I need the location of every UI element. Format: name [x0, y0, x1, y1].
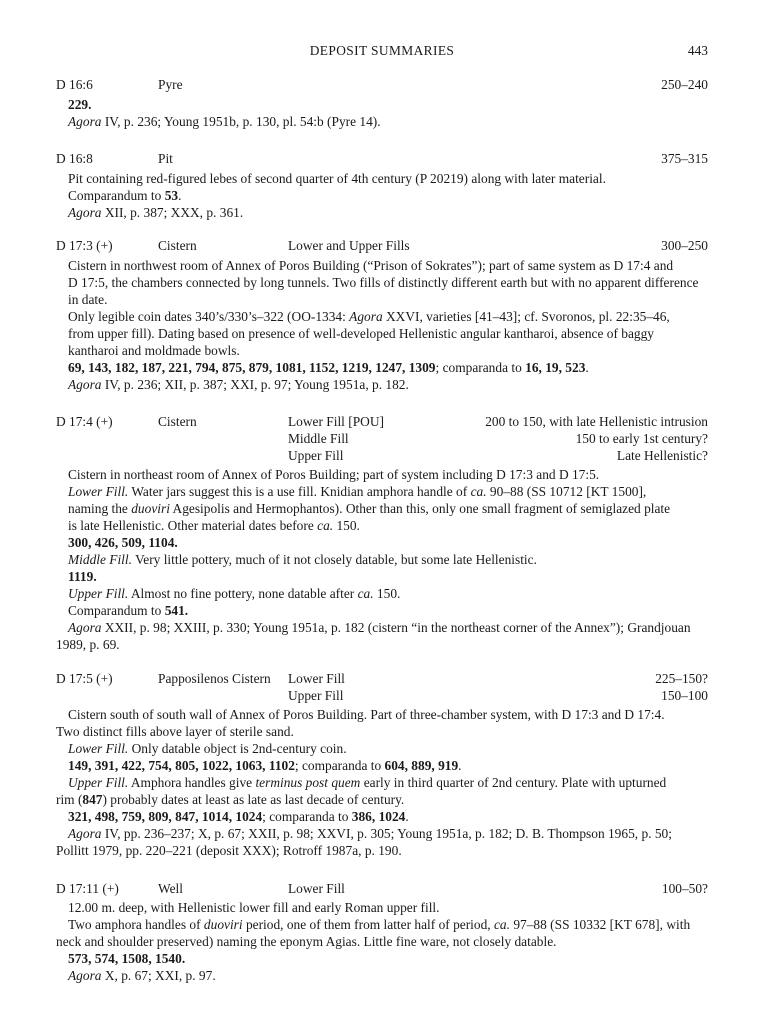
deposit-date: 225–150? [655, 671, 708, 686]
fill-date: Late Hellenistic? [616, 448, 708, 463]
fill-name: Lower Fill [288, 671, 345, 686]
coin-dating: Only legible coin dates 340’s/330’s–322 (OO-1334: Agora XXVI, varieties [41–43]; cf. Svoronos, pl. 22:35–46, from upper fill). Dating based on presence of well-developed Hellenistic angular kantharoi, absence of baggy kantharoi and moldmade bowls. [68, 309, 670, 358]
deposit-id: D 16:6 [56, 77, 93, 92]
catalogue-numbers: 69, 143, 182, 187, 221, 794, 875, 879, 1081, 1152, 1219, 1247, 1309; comparanda to 16, 19, 523. [68, 360, 589, 375]
fill-name: Upper Fill [288, 448, 344, 463]
description: Cistern south of south wall of Annex of Poros Building. Part of three-chamber system, with D 17:3 and D 17:4. Two distinct fills above layer of sterile sand. [56, 707, 665, 739]
deposit-type: Cistern [158, 238, 197, 253]
references: Agora XII, p. 387; XXX, p. 361. [68, 205, 244, 220]
deposit-date: 375–315 [661, 151, 708, 166]
upper-fill-note: Upper Fill. Amphora handles give terminus post quem early in third quarter of 2nd century. Plate with upturned rim (847) probably dates at least as late as last decade of century. [56, 775, 667, 807]
catalogue-numbers: 321, 498, 759, 809, 847, 1014, 1024; comparanda to 386, 1024. [68, 809, 409, 824]
running-header [56, 42, 708, 59]
references: Agora XXII, p. 98; XXIII, p. 330; Young 1951a, p. 182 (cistern “in the northeast corner of the Annex”); Grandjouan 1989, p. 69. [56, 620, 691, 652]
entry-heading [56, 670, 708, 687]
fill-date: 150–100 [661, 688, 708, 703]
comparandum: Comparandum to 53. [68, 188, 182, 203]
catalogue-numbers: 573, 574, 1508, 1540. [68, 951, 186, 966]
deposit-date: 100–50? [661, 881, 708, 896]
fill-name: Lower Fill [POU] [288, 414, 384, 429]
entry-heading [56, 237, 708, 254]
deposit-date: 250–240 [661, 77, 708, 92]
deposit-entry-d17-4 [56, 413, 708, 653]
deposit-type: Pyre [158, 77, 183, 92]
deposit-id: D 16:8 [56, 151, 93, 166]
deposit-type: Cistern [158, 414, 197, 429]
fill-name: Lower and Upper Fills [288, 238, 410, 253]
description: Cistern in northwest room of Annex of Poros Building (“Prison of Sokrates”); part of same system as D 17:4 and D 17:5, the chambers connected by long tunnels. Two fills of distinctly different earth but with no apparent difference in date. [68, 258, 699, 307]
fill-date: 150 to early 1st century? [575, 431, 708, 446]
deposit-date: 300–250 [661, 238, 708, 253]
deposit-entry-d16-6 [56, 76, 708, 130]
middle-fill-note: Middle Fill. Very little pottery, much of it not closely datable, but some late Hellenistic. [68, 552, 537, 567]
deposit-type: Papposilenos Cistern [158, 671, 271, 686]
fill-row [56, 447, 708, 464]
comparandum: Comparandum to 541. [68, 603, 189, 618]
running-title: DEPOSIT SUMMARIES [309, 43, 455, 58]
entry-heading [56, 150, 708, 167]
fill-name: Upper Fill [288, 688, 344, 703]
catalogue-numbers: 229. [68, 97, 92, 112]
deposit-date: 200 to 150, with late Hellenistic intrusion [485, 414, 708, 429]
amphora-note: Two amphora handles of duoviri period, one of them from latter half of period, ca. 97–88 (SS 10332 [KT 678], with neck and shoulder preserved) naming the eponym Agias. Little fine ware, not closely datable. [56, 917, 691, 949]
references: Agora IV, p. 236; Young 1951b, p. 130, pl. 54:b (Pyre 14). [68, 114, 381, 129]
description: 12.00 m. deep, with Hellenistic lower fill and early Roman upper fill. [68, 900, 440, 915]
deposit-entry-d16-8 [56, 150, 708, 221]
deposit-type: Well [158, 881, 183, 896]
deposit-entry-d17-11 [56, 880, 708, 984]
references: Agora IV, pp. 236–237; X, p. 67; XXII, p. 98; XXVI, p. 305; Young 1951a, p. 182; D. B. Thompson 1965, p. 50; Pollitt 1979, pp. 220–221 (deposit XXX); Rotroff 1987a, p. 190. [56, 826, 672, 858]
entry-heading [56, 880, 708, 897]
catalogue-numbers: 149, 391, 422, 754, 805, 1022, 1063, 1102; comparanda to 604, 889, 919. [68, 758, 462, 773]
entry-heading [56, 76, 708, 93]
deposit-id: D 17:3 (+) [56, 238, 113, 253]
deposit-entry-d17-3 [56, 237, 708, 393]
references: Agora IV, p. 236; XII, p. 387; XXI, p. 97; Young 1951a, p. 182. [68, 377, 409, 392]
description: Pit containing red-figured lebes of second quarter of 4th century (P 20219) along with later material. [68, 171, 606, 186]
deposit-id: D 17:5 (+) [56, 671, 113, 686]
fill-name: Lower Fill [288, 881, 345, 896]
fill-row [56, 687, 708, 704]
deposit-entry-d17-5 [56, 670, 708, 859]
upper-fill-note: Upper Fill. Almost no fine pottery, none datable after ca. 150. [68, 586, 401, 601]
catalogue-numbers: 1119. [68, 569, 97, 584]
fill-row [56, 430, 708, 447]
fill-name: Middle Fill [288, 431, 349, 446]
catalogue-numbers: 300, 426, 509, 1104. [68, 535, 178, 550]
description: Cistern in northeast room of Annex of Poros Building; part of system including D 17:3 and D 17:5. [68, 467, 600, 482]
entry-heading [56, 413, 708, 430]
lower-fill-note: Lower Fill. Water jars suggest this is a use fill. Knidian amphora handle of ca. 90–88 (SS 10712 [KT 1500], naming the duoviri Agesipolis and Hermophantos). Other than this, only one small fragment of semiglazed plate is late Hellenistic. Other material dates before ca. 150. [68, 484, 671, 533]
deposit-id: D 17:4 (+) [56, 414, 113, 429]
deposit-type: Pit [158, 151, 173, 166]
deposit-id: D 17:11 (+) [56, 881, 119, 896]
page-number: 443 [687, 43, 708, 58]
references: Agora X, p. 67; XXI, p. 97. [68, 968, 216, 983]
lower-fill-note: Lower Fill. Only datable object is 2nd-century coin. [68, 741, 347, 756]
